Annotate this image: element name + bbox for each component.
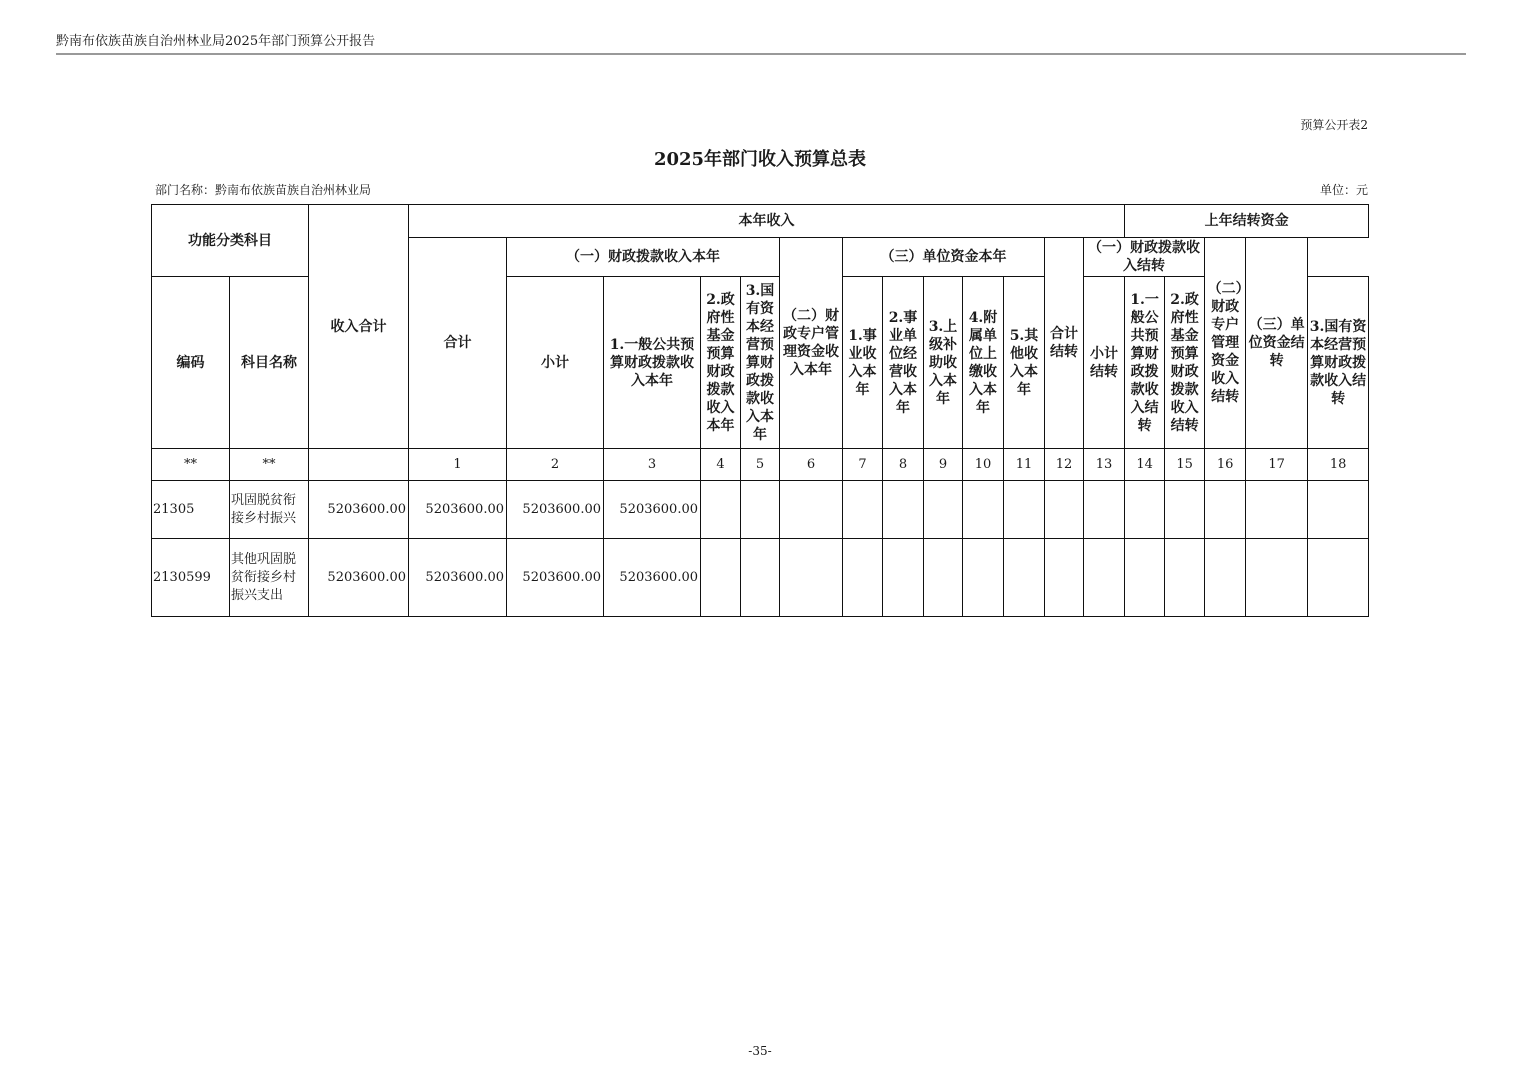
index-row <box>152 449 1369 481</box>
index-cell: 10 <box>963 449 1004 481</box>
header-co-special: （二）财政专户管理资金收入结转 <box>1205 238 1246 449</box>
empty-cell <box>1004 539 1045 617</box>
empty-cell <box>1165 539 1205 617</box>
empty-cell <box>701 539 741 617</box>
empty-cell <box>1125 539 1165 617</box>
page-header: 黔南布依族苗族自治州林业局2025年部门预算公开报告 <box>56 34 376 49</box>
header-co-general: 1.一般公共预算财政拨款收入结转 <box>1125 277 1165 449</box>
header-rule <box>56 53 1466 55</box>
header-co-fiscal-sub: 小计结转 <box>1084 277 1125 449</box>
empty-cell <box>1308 539 1369 617</box>
index-cell: 5 <box>741 449 780 481</box>
header-cy-fiscal-sub: 小计 <box>507 277 604 449</box>
header-cy-fiscal-group: （一）财政拨款收入本年 <box>507 238 780 277</box>
row-code: 21305 <box>152 481 230 539</box>
row-cy-general: 5203600.00 <box>604 481 701 539</box>
header-current-year: 本年收入 <box>409 205 1125 238</box>
index-cell: 18 <box>1308 449 1369 481</box>
header-co-gov-fund: 2.政府性基金预算财政拨款收入结转 <box>1165 277 1205 449</box>
index-cell: 1 <box>409 449 507 481</box>
index-cell: 14 <box>1125 449 1165 481</box>
empty-cell <box>741 539 780 617</box>
table-number: 预算公开表2 <box>1300 118 1368 132</box>
empty-cell <box>843 539 883 617</box>
empty-cell <box>1084 539 1125 617</box>
header-cy-affiliated: 4.附属单位上缴收入本年 <box>963 277 1004 449</box>
header-co-state-capital: 3.国有资本经营预算财政拨款收入结转 <box>1308 277 1369 449</box>
index-cell: ** <box>230 449 309 481</box>
header-carryover: 上年结转资金 <box>1125 205 1369 238</box>
row-cy-fiscal-sub: 5203600.00 <box>507 539 604 617</box>
empty-cell <box>843 481 883 539</box>
index-cell: 8 <box>883 449 924 481</box>
empty-cell <box>924 539 963 617</box>
row-income-total: 5203600.00 <box>309 481 409 539</box>
header-cy-state-capital: 3.国有资本经营预算财政拨款收入本年 <box>741 277 780 449</box>
header-subject-name: 科目名称 <box>230 277 309 449</box>
row-cy-total: 5203600.00 <box>409 539 507 617</box>
header-cy-unit-group: （三）单位资金本年 <box>843 238 1045 277</box>
header-cy-general: 1.一般公共预算财政拨款收入本年 <box>604 277 701 449</box>
empty-cell <box>780 481 843 539</box>
row-code: 2130599 <box>152 539 230 617</box>
empty-cell <box>701 481 741 539</box>
empty-cell <box>741 481 780 539</box>
index-cell: 16 <box>1205 449 1246 481</box>
department-label: 部门名称：黔南布依族苗族自治州林业局 <box>155 183 372 197</box>
header-cy-other: 5.其他收入本年 <box>1004 277 1045 449</box>
index-cell: 15 <box>1165 449 1205 481</box>
index-cell: 3 <box>604 449 701 481</box>
index-cell: 9 <box>924 449 963 481</box>
index-cell: 4 <box>701 449 741 481</box>
index-cell: 12 <box>1045 449 1084 481</box>
index-cell <box>309 449 409 481</box>
row-subject-name: 其他巩固脱贫衔接乡村振兴支出 <box>230 539 309 617</box>
empty-cell <box>963 481 1004 539</box>
index-cell: 7 <box>843 449 883 481</box>
header-func-subject: 功能分类科目 <box>152 205 309 277</box>
index-cell: 6 <box>780 449 843 481</box>
header-cy-special: （二）财政专户管理资金收入本年 <box>780 238 843 449</box>
empty-cell <box>1205 539 1246 617</box>
empty-cell <box>1084 481 1125 539</box>
row-income-total: 5203600.00 <box>309 539 409 617</box>
index-cell: 13 <box>1084 449 1125 481</box>
table-row <box>152 539 1369 617</box>
row-subject-name: 巩固脱贫衔接乡村振兴 <box>230 481 309 539</box>
empty-cell <box>1205 481 1246 539</box>
header-cy-gov-fund: 2.政府性基金预算财政拨款收入本年 <box>701 277 741 449</box>
unit-label: 单位：元 <box>1319 183 1368 197</box>
empty-cell <box>780 539 843 617</box>
row-cy-general: 5203600.00 <box>604 539 701 617</box>
index-cell: ** <box>152 449 230 481</box>
header-code: 编码 <box>152 277 230 449</box>
empty-cell <box>1165 481 1205 539</box>
index-cell: 17 <box>1246 449 1308 481</box>
empty-cell <box>963 539 1004 617</box>
empty-cell <box>1045 539 1084 617</box>
empty-cell <box>1045 481 1084 539</box>
empty-cell <box>1246 539 1308 617</box>
table-row <box>152 481 1369 539</box>
empty-cell <box>1246 481 1308 539</box>
empty-cell <box>1308 481 1369 539</box>
empty-cell <box>883 481 924 539</box>
empty-cell <box>1004 481 1045 539</box>
header-co-total: 合计结转 <box>1045 238 1084 449</box>
index-cell: 2 <box>507 449 604 481</box>
empty-cell <box>924 481 963 539</box>
row-cy-fiscal-sub: 5203600.00 <box>507 481 604 539</box>
header-cy-total: 合计 <box>409 238 507 449</box>
header-co-unit: （三）单位资金结转 <box>1246 238 1308 449</box>
header-cy-operating: 2.事业单位经营收入本年 <box>883 277 924 449</box>
table-title: 2025年部门收入预算总表 <box>653 149 867 170</box>
empty-cell <box>883 539 924 617</box>
row-cy-total: 5203600.00 <box>409 481 507 539</box>
header-income-total: 收入合计 <box>309 205 409 449</box>
index-cell: 11 <box>1004 449 1045 481</box>
header-cy-business: 1.事业收入本年 <box>843 277 883 449</box>
empty-cell <box>1125 481 1165 539</box>
page-number: -35- <box>748 1044 772 1058</box>
header-co-fiscal-group: （一）财政拨款收入结转 <box>1084 238 1205 277</box>
income-budget-table <box>151 204 1369 617</box>
header-cy-subsidy: 3.上级补助收入本年 <box>924 277 963 449</box>
